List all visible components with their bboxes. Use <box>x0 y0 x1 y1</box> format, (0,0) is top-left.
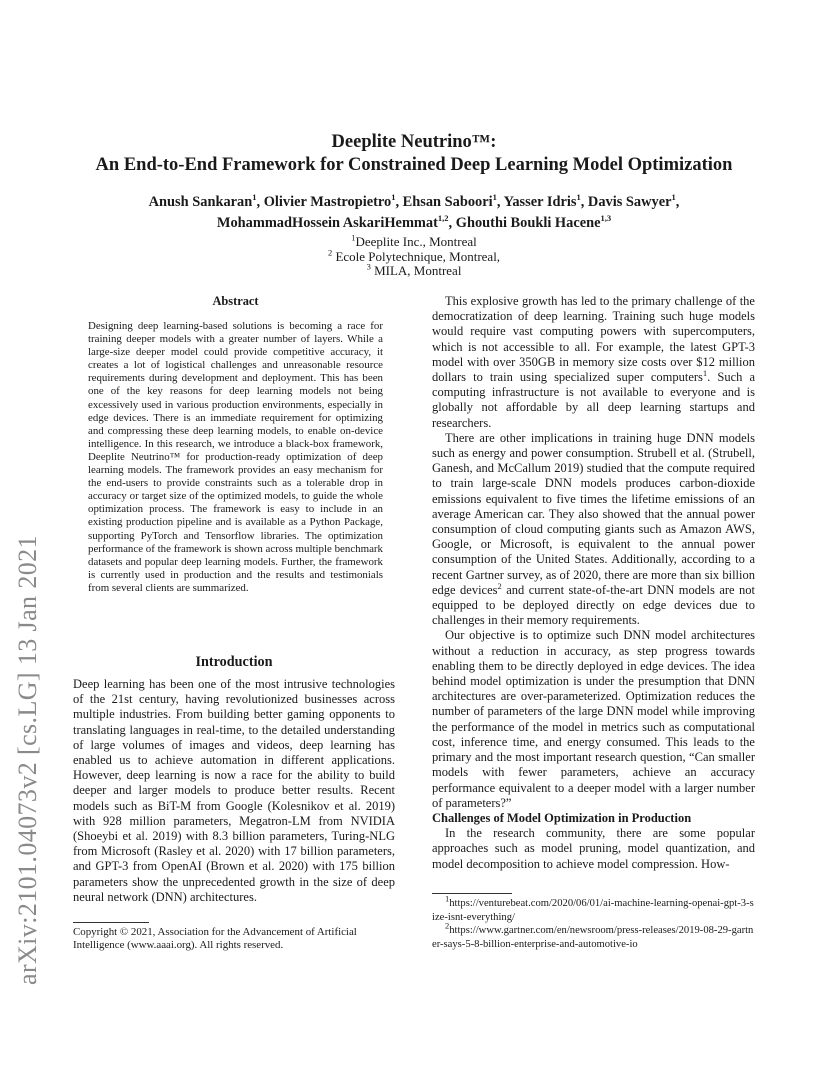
introduction-body <box>73 677 395 905</box>
author-separator: , <box>448 215 456 231</box>
author-name: Olivier Mastropietro <box>263 194 392 210</box>
author-affiliation-marker: 1 <box>671 192 676 203</box>
paragraph-challenges: In the research community, there are some popular approaches such as model pruning, model quantization, and model decomposition to achieve model compression. How- <box>432 826 755 871</box>
footnote-rule <box>432 893 512 894</box>
affiliation-text: Ecole Polytechnique, Montreal, <box>332 249 501 264</box>
author-separator: , <box>675 194 680 210</box>
footnote-number: 2 <box>445 920 450 931</box>
footnote-marker: 2 <box>497 580 502 591</box>
affiliation-1 <box>0 234 828 249</box>
footnote-number: 1 <box>445 893 450 904</box>
copyright-rule <box>73 922 149 923</box>
author-affiliation-marker: 1,3 <box>600 213 612 224</box>
author-name: Ehsan Saboori <box>402 194 493 210</box>
authors-line-2 <box>0 213 828 234</box>
author-affiliation-marker: 1,2 <box>437 213 449 224</box>
paragraph-implications <box>432 431 755 629</box>
author-name: Ghouthi Boukli Hacene <box>455 215 601 231</box>
footnote-1 <box>432 893 755 924</box>
author-affiliation-marker: 1 <box>391 192 396 203</box>
footnote-2 <box>432 920 755 951</box>
introduction-paragraph-1: Deep learning has been one of the most intrusive technologies of the 21st century, having revolutionized businesses across multiple industries. From building better gaming opponents to translating languages in real-time, to the detailed understanding of large volumes of images and videos, deep learning has enabled us to achieve automation in different applications. However, deep learning is now a race for the ability to build deeper and larger models to produce better results. Recent models such as BiT-M from Google (Kolesnikov et al. 2019) with 928 million parameters, Megatron-LM from NVIDIA (Shoeybi et al. 2019) with 8.3 billion parameters, Turing-NLG from Microsoft (Rasley et al. 2020) with 17 billion parameters, and GPT-3 from OpenAI (Brown et al. 2020) with 175 billion parameters show the unprecedented growth in the size of deep neural network (DNN) architectures. <box>73 677 395 904</box>
copyright-notice: Copyright © 2021, Association for the Advancement of Artificial Intelligence (www.aaai.org). All rights reserved. <box>73 926 357 952</box>
arxiv-side-label: arXiv:2101.04073v2 [cs.LG] 13 Jan 2021 <box>13 535 42 985</box>
abstract-heading: Abstract <box>212 294 259 308</box>
affiliation-marker: 2 <box>327 247 333 258</box>
author-separator: , <box>395 194 403 210</box>
right-column-body <box>432 294 755 872</box>
affiliation-text: Deeplite Inc., Montreal <box>355 234 477 249</box>
footnotes <box>432 893 755 951</box>
footnote-marker: 1 <box>702 367 708 378</box>
author-separator: , <box>580 194 588 210</box>
author-name: MohammadHossein AskariHemmat <box>216 215 438 231</box>
footnote-url: https://venturebeat.com/2020/06/01/ai-machine-learning-openai-gpt-3-size-isnt-everything/ <box>432 898 754 923</box>
author-separator: , <box>496 194 504 210</box>
affiliation-text: MILA, Montreal <box>370 263 462 278</box>
affiliation-2 <box>0 249 828 264</box>
paper-title-line-1: Deeplite Neutrino™: <box>331 132 497 152</box>
affiliation-marker: 3 <box>366 261 371 272</box>
paragraph-text: There are other implications in training huge DNN models such as energy and power consumption. Strubell et al. (Strubell, Ganesh, and McCallum 2019) studied that the compute required to train large-scale DNN models produces carbon-dioxide emissions equivalent to five times the lifetime emissions of an average American car. They also showed that the annual power consumption of cloud computing giants such as Amazon AWS, Google, or Microsoft, is equivalent to the annual power consumption of the United States. Additionally, according to a recent Gartner survey, as of 2020, there are more than six billion edge devices <box>432 430 755 597</box>
author-affiliation-marker: 1 <box>252 192 257 203</box>
introduction-heading: Introduction <box>195 654 273 670</box>
paper-title-line-2: An End-to-End Framework for Constrained Deep Learning Model Optimization <box>95 155 733 175</box>
abstract-text: Designing deep learning-based solutions is becoming a race for training deeper models with a greater number of layers. While a large-size deeper model could provide competitive accuracy, it creates a lot of logistical challenges and unreasonable resource requirements during development and deployment. This has been one of the key reasons for deep learning models not being excessively used in various production environments, especially in edge devices. There is an immediate requirement for optimizing and compressing these deep learning models, to enable on-device intelligence. In this research, we introduce a black-box framework, Deeplite Neutrino™ for production-ready optimization of deep learning models. The framework provides an easy mechanism for the end-users to provide constraints such as a tolerable drop in accuracy or target size of the optimized models, to guide the whole optimization process. The framework is easy to include in an existing production pipeline and is available as a Python Package, supporting PyTorch and Tensorflow libraries. The optimization performance of the framework is shown across multiple benchmark datasets and popular deep learning models. Further, the framework is currently used in production and the results and testimonials from several clients are summarized. <box>88 320 383 594</box>
paragraph-objective: Our objective is to optimize such DNN model architectures without a reduction in accuracy, as step progress towards enabling them to be directly deployed in edge devices. The idea behind model optimization is under the presumption that DNN architectures are over-parameterized. Optimization reduces the number of parameters of the large DNN model while improving the performance of the model in metrics such as computational cost, inference time, and energy consumed. This leads to the primary and the most important research question, “Can smaller models with fewer parameters, achieve an accuracy performance equivalent to a deeper model with a larger number of parameters?” <box>432 628 755 810</box>
affiliation-marker: 1 <box>351 232 356 243</box>
author-affiliation-marker: 1 <box>492 192 497 203</box>
paragraph-text: . Such a computing infrastructure is not available to everyone and is globally not affordable by all deep learning startups and researchers. <box>432 370 755 430</box>
subsection-heading: Challenges of Model Optimization in Production <box>432 810 692 825</box>
author-name: Davis Sawyer <box>587 194 672 210</box>
paragraph-text: and current state-of-the-art DNN models are not equipped to be deployed directly on edge devices due to challenges in their memory requirements. <box>432 582 755 628</box>
author-name: Yasser Idris <box>503 194 577 210</box>
author-separator: , <box>256 194 264 210</box>
paragraph-democratization <box>432 294 755 431</box>
author-affiliation-marker: 1 <box>576 192 581 203</box>
paragraph-text: This explosive growth has led to the primary challenge of the democratization of deep learning. Training such huge models would require vast computing powers with supercomputers, which is not accessible to all. For example, the latest GPT-3 model with over 350GB in memory size costs over $12 million dollars to train using specialized super computers <box>432 294 755 385</box>
authors-line-1 <box>0 192 828 213</box>
author-name: Anush Sankaran <box>148 194 253 210</box>
footnote-url: https://www.gartner.com/en/newsroom/press-releases/2019-08-29-gartner-says-5-8-billion-enterprise-and-automotive-io <box>432 925 754 950</box>
affiliation-3 <box>0 263 828 278</box>
